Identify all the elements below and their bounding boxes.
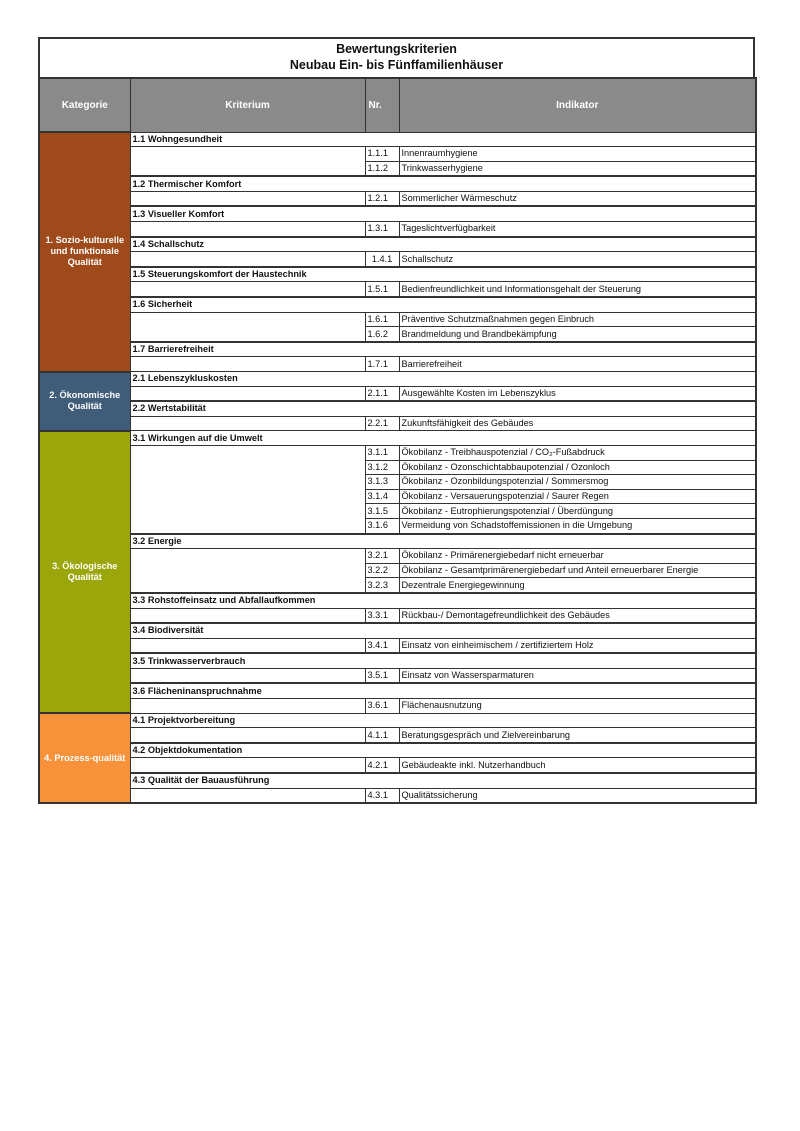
indicator-row	[39, 489, 756, 504]
indicator-row	[39, 608, 756, 623]
criterion-name: 1.4 Schallschutz	[130, 237, 756, 252]
criterion-row	[39, 401, 756, 416]
indicator-row	[39, 147, 756, 162]
criterion-name: 3.6 Flächeninanspruchnahme	[130, 683, 756, 698]
criterion-row	[39, 237, 756, 252]
criterion-row	[39, 342, 756, 357]
header-kategorie: Kategorie	[39, 78, 130, 132]
empty-criterion-cell	[130, 758, 365, 773]
indicator-row	[39, 504, 756, 519]
empty-criterion-cell	[130, 445, 365, 460]
criterion-row	[39, 653, 756, 668]
empty-criterion-cell	[130, 504, 365, 519]
criterion-name: 3.3 Rohstoffeinsatz und Abfallaufkommen	[130, 593, 756, 608]
criterion-row	[39, 623, 756, 638]
empty-criterion-cell	[130, 327, 365, 342]
indicator-row	[39, 758, 756, 773]
indicator-row	[39, 475, 756, 490]
criterion-row	[39, 743, 756, 758]
criterion-name: 3.2 Energie	[130, 534, 756, 549]
indicator-number: 3.3.1	[365, 608, 399, 623]
criterion-name: 1.7 Barrierefreiheit	[130, 342, 756, 357]
indicator-number: 1.2.1	[365, 191, 399, 206]
empty-criterion-cell	[130, 728, 365, 743]
empty-criterion-cell	[130, 578, 365, 593]
indicator-number: 1.6.2	[365, 327, 399, 342]
indicator-text: Bedienfreundlichkeit und Informationsgehalt der Steuerung	[399, 282, 756, 297]
table-header-row	[39, 78, 756, 132]
criterion-name: 3.1 Wirkungen auf die Umwelt	[130, 431, 756, 446]
empty-criterion-cell	[130, 147, 365, 162]
indicator-text: Gebäudeakte inkl. Nutzerhandbuch	[399, 758, 756, 773]
indicator-number: 3.2.3	[365, 578, 399, 593]
indicator-text: Sommerlicher Wärmeschutz	[399, 191, 756, 206]
indicator-number: 3.1.1	[365, 445, 399, 460]
criterion-row	[39, 372, 756, 387]
empty-criterion-cell	[130, 563, 365, 578]
criterion-row	[39, 773, 756, 788]
indicator-number: 1.1.2	[365, 161, 399, 176]
criterion-name: 1.6 Sicherheit	[130, 297, 756, 312]
indicator-text: Flächenausnutzung	[399, 699, 756, 714]
indicator-text: Ökobilanz - Versauerungspotenzial / Saurer Regen	[399, 489, 756, 504]
empty-criterion-cell	[130, 460, 365, 475]
criterion-row	[39, 297, 756, 312]
indicator-row	[39, 445, 756, 460]
indicator-row	[39, 518, 756, 533]
criterion-row	[39, 431, 756, 446]
criterion-row	[39, 206, 756, 221]
criterion-name: 1.3 Visueller Komfort	[130, 206, 756, 221]
category-cell: 2. Ökonomische Qualität	[39, 372, 130, 431]
indicator-number: 2.2.1	[365, 416, 399, 431]
indicator-row	[39, 386, 756, 401]
criterion-name: 1.1 Wohngesundheit	[130, 132, 756, 147]
indicator-row	[39, 252, 756, 267]
indicator-number: 1.1.1	[365, 147, 399, 162]
category-cell: 4. Prozess-qualität	[39, 713, 130, 803]
indicator-text: Trinkwasserhygiene	[399, 161, 756, 176]
indicator-number: 3.1.3	[365, 475, 399, 490]
category-cell: 3. Ökologische Qualität	[39, 431, 130, 713]
criterion-row	[39, 713, 756, 728]
indicator-number: 1.6.1	[365, 312, 399, 327]
criterion-name: 3.5 Trinkwasserverbrauch	[130, 653, 756, 668]
criterion-name: 1.2 Thermischer Komfort	[130, 176, 756, 191]
empty-criterion-cell	[130, 699, 365, 714]
empty-criterion-cell	[130, 638, 365, 653]
criterion-name: 2.1 Lebenszykluskosten	[130, 372, 756, 387]
indicator-row	[39, 563, 756, 578]
indicator-number: 2.1.1	[365, 386, 399, 401]
indicator-row	[39, 327, 756, 342]
empty-criterion-cell	[130, 475, 365, 490]
indicator-text: Tageslichtverfügbarkeit	[399, 222, 756, 237]
title-line-2: Neubau Ein- bis Fünffamilienhäuser	[289, 58, 504, 72]
indicator-text: Ökobilanz - Treibhauspotenzial / CO₂-Fußabdruck	[399, 445, 756, 460]
indicator-text: Innenraumhygiene	[399, 147, 756, 162]
indicator-row	[39, 699, 756, 714]
empty-criterion-cell	[130, 357, 365, 372]
empty-criterion-cell	[130, 549, 365, 564]
empty-criterion-cell	[130, 161, 365, 176]
indicator-row	[39, 312, 756, 327]
criteria-table	[38, 77, 757, 804]
empty-criterion-cell	[130, 668, 365, 683]
indicator-text: Vermeidung von Schadstoffemissionen in die Umgebung	[399, 518, 756, 533]
indicator-number: 3.1.2	[365, 460, 399, 475]
indicator-text: Einsatz von einheimischem / zertifiziertem Holz	[399, 638, 756, 653]
indicator-number: 3.4.1	[365, 638, 399, 653]
criterion-row	[39, 267, 756, 282]
indicator-text: Rückbau-/ Demontagefreundlichkeit des Gebäudes	[399, 608, 756, 623]
indicator-text: Ökobilanz - Ozonschichtabbaupotenzial / Ozonloch	[399, 460, 756, 475]
criterion-name: 2.2 Wertstabilität	[130, 401, 756, 416]
indicator-row	[39, 460, 756, 475]
indicator-number: 4.1.1	[365, 728, 399, 743]
indicator-number: 1.7.1	[365, 357, 399, 372]
criterion-name: 4.1 Projektvorbereitung	[130, 713, 756, 728]
indicator-row	[39, 668, 756, 683]
indicator-row	[39, 416, 756, 431]
indicator-number: 3.1.6	[365, 518, 399, 533]
header-kriterium: Kriterium	[130, 78, 365, 132]
criteria-document	[38, 37, 755, 804]
title-line-1: Bewertungskriterien	[336, 42, 457, 56]
indicator-text: Beratungsgespräch und Zielvereinbarung	[399, 728, 756, 743]
criterion-name: 4.2 Objektdokumentation	[130, 743, 756, 758]
indicator-number: 3.5.1	[365, 668, 399, 683]
indicator-text: Ausgewählte Kosten im Lebenszyklus	[399, 386, 756, 401]
empty-criterion-cell	[130, 191, 365, 206]
header-indikator: Indikator	[399, 78, 756, 132]
indicator-row	[39, 222, 756, 237]
indicator-number: 4.2.1	[365, 758, 399, 773]
criterion-row	[39, 176, 756, 191]
empty-criterion-cell	[130, 608, 365, 623]
indicator-text: Barrierefreiheit	[399, 357, 756, 372]
table-body	[39, 132, 756, 803]
criterion-row	[39, 132, 756, 147]
empty-criterion-cell	[130, 518, 365, 533]
indicator-number: 4.3.1	[365, 788, 399, 803]
criterion-name: 1.5 Steuerungskomfort der Haustechnik	[130, 267, 756, 282]
indicator-number: 3.1.4	[365, 489, 399, 504]
empty-criterion-cell	[130, 416, 365, 431]
indicator-text: Ökobilanz - Eutrophierungspotenzial / Überdüngung	[399, 504, 756, 519]
empty-criterion-cell	[130, 489, 365, 504]
empty-criterion-cell	[130, 386, 365, 401]
empty-criterion-cell	[130, 252, 365, 267]
indicator-number: 3.6.1	[365, 699, 399, 714]
indicator-row	[39, 161, 756, 176]
criterion-row	[39, 534, 756, 549]
criterion-row	[39, 683, 756, 698]
indicator-row	[39, 578, 756, 593]
indicator-text: Zukunftsfähigkeit des Gebäudes	[399, 416, 756, 431]
criterion-name: 4.3 Qualität der Bauausführung	[130, 773, 756, 788]
indicator-text: Schallschutz	[399, 252, 756, 267]
indicator-text: Brandmeldung und Brandbekämpfung	[399, 327, 756, 342]
indicator-number: 3.1.5	[365, 504, 399, 519]
criterion-name: 3.4 Biodiversität	[130, 623, 756, 638]
indicator-row	[39, 549, 756, 564]
empty-criterion-cell	[130, 282, 365, 297]
indicator-row	[39, 357, 756, 372]
indicator-number: 3.2.1	[365, 549, 399, 564]
indicator-number: 3.2.2	[365, 563, 399, 578]
empty-criterion-cell	[130, 222, 365, 237]
indicator-text: Ökobilanz - Primärenergiebedarf nicht erneuerbar	[399, 549, 756, 564]
empty-criterion-cell	[130, 788, 365, 803]
indicator-text: Qualitätssicherung	[399, 788, 756, 803]
indicator-text: Ökobilanz - Gesamtprimärenergiebedarf und Anteil erneuerbarer Energie	[399, 563, 756, 578]
empty-criterion-cell	[130, 312, 365, 327]
indicator-row	[39, 638, 756, 653]
indicator-number: 1.5.1	[365, 282, 399, 297]
indicator-text: Einsatz von Wassersparmaturen	[399, 668, 756, 683]
indicator-text: Ökobilanz - Ozonbildungspotenzial / Sommersmog	[399, 475, 756, 490]
header-nr: Nr.	[365, 78, 399, 132]
indicator-row	[39, 728, 756, 743]
indicator-number: 1.4.1	[365, 252, 399, 267]
category-cell: 1. Sozio-kulturelle und funktionale Qualität	[39, 132, 130, 372]
indicator-text: Präventive Schutzmaßnahmen gegen Einbruch	[399, 312, 756, 327]
indicator-row	[39, 191, 756, 206]
criterion-row	[39, 593, 756, 608]
document-title	[38, 37, 755, 77]
indicator-row	[39, 282, 756, 297]
indicator-row	[39, 788, 756, 803]
indicator-text: Dezentrale Energiegewinnung	[399, 578, 756, 593]
indicator-number: 1.3.1	[365, 222, 399, 237]
